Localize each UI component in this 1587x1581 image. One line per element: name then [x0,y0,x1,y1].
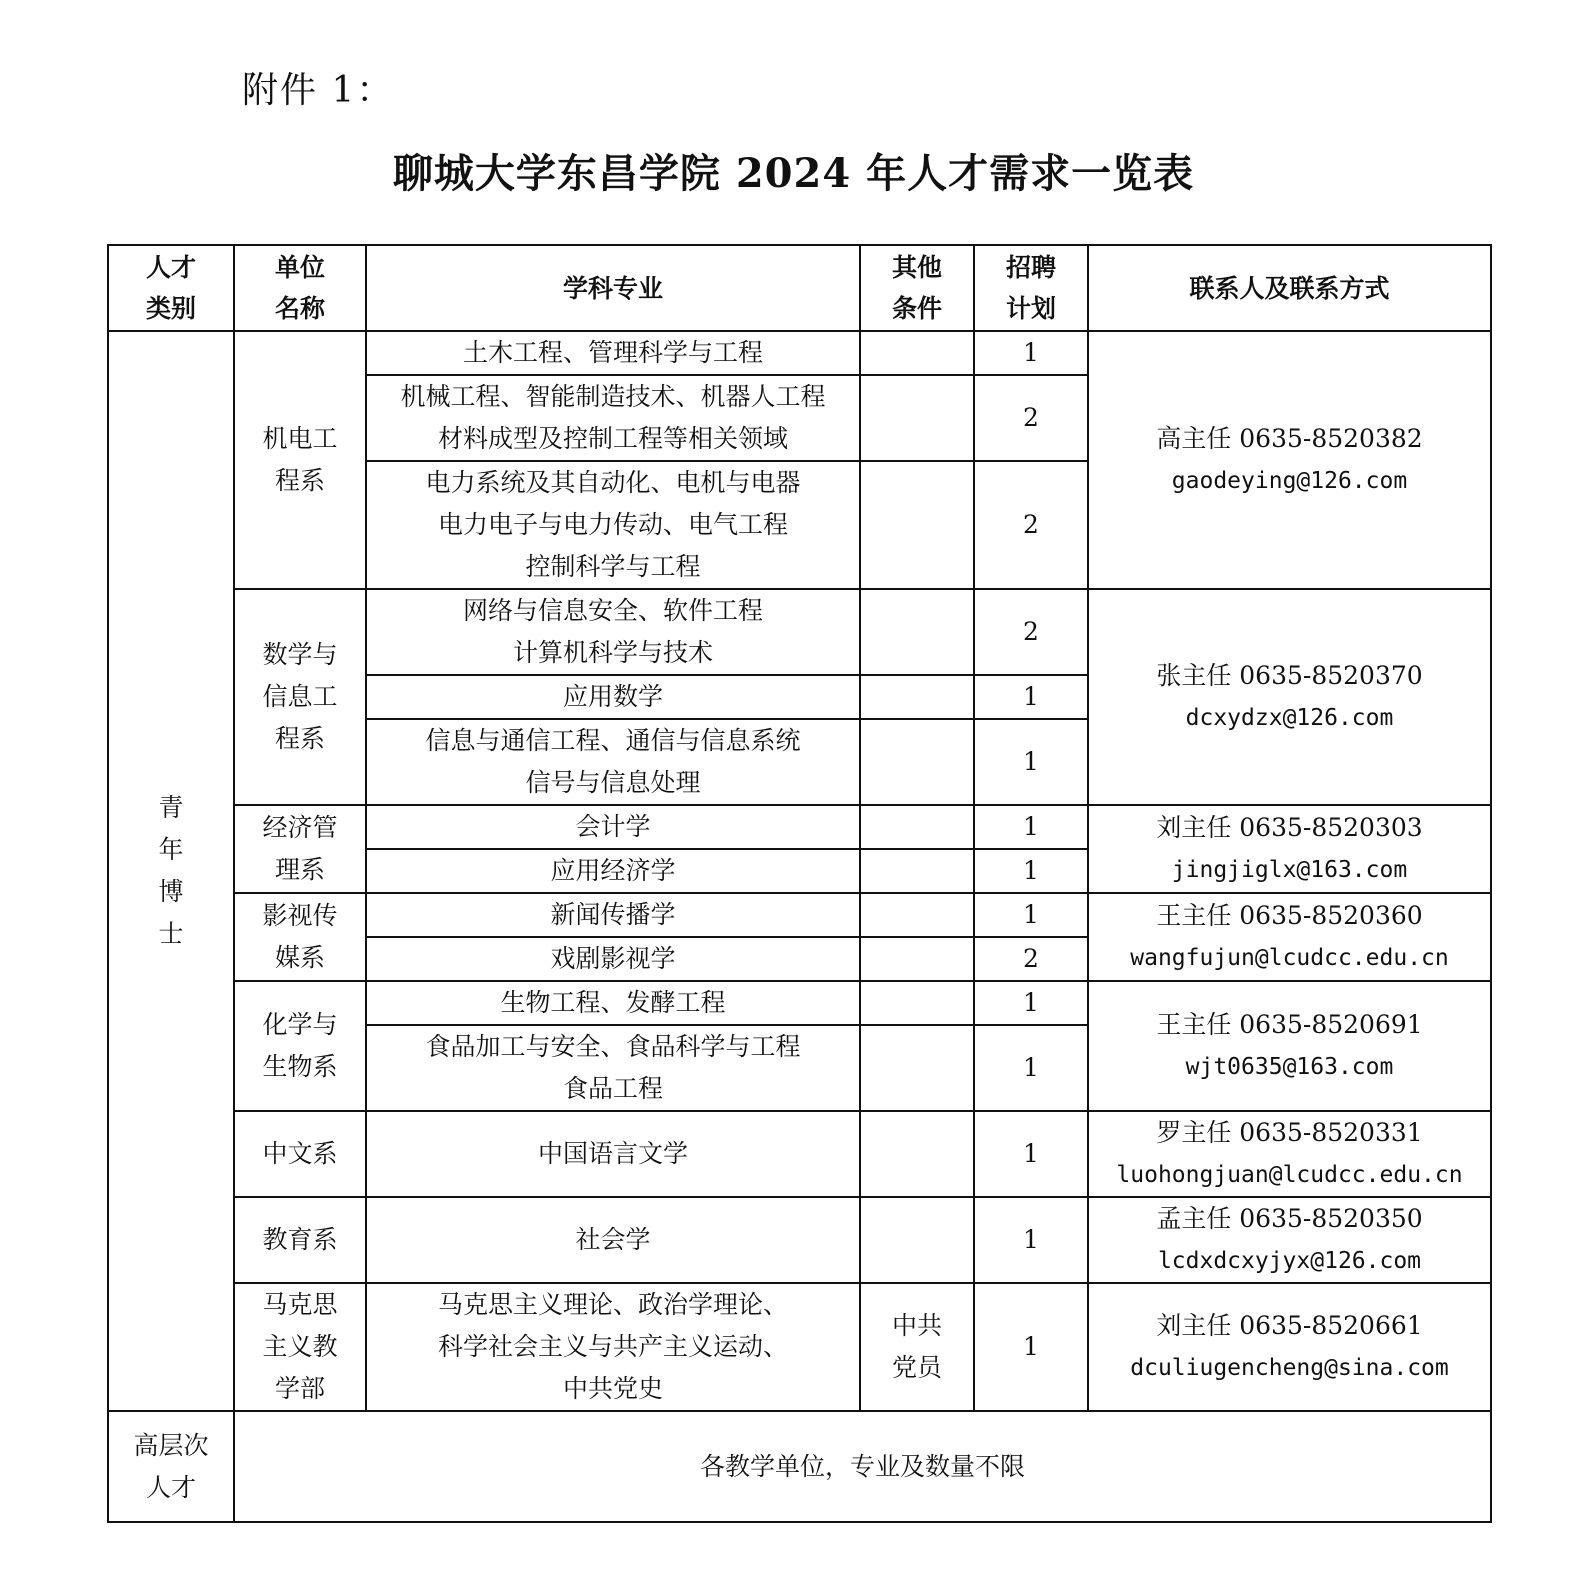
header-contact: 联系人及联系方式 [1088,245,1491,331]
other-cell [860,937,974,981]
unit-jingji: 经济管 理系 [234,805,366,893]
unit-jidian: 机电工 程系 [234,331,366,589]
unit-makesi: 马克思 主义教 学部 [234,1283,366,1411]
header-category: 人才 类别 [108,245,234,331]
contact-email: dculiugencheng@sina.com [1130,1355,1449,1381]
contact-zhongwen [1088,1111,1491,1197]
other-cell [860,805,974,849]
contact-jidian [1088,331,1491,589]
plan-cell: 1 [974,981,1088,1025]
contact-email: luohongjuan@lcudcc.edu.cn [1116,1162,1463,1188]
major-cell: 新闻传播学 [366,893,860,937]
header-plan: 招聘 计划 [974,245,1088,331]
other-cell [860,375,974,461]
plan-cell: 1 [974,849,1088,893]
contact-email: lcdxdcxyjyx@126.com [1157,1248,1422,1274]
other-cell [860,981,974,1025]
contact-person: 孟主任 0635-8520350 [1156,1204,1423,1233]
other-cell: 中共 党员 [860,1283,974,1411]
other-cell [860,461,974,589]
unit-shuxue: 数学与 信息工 程系 [234,589,366,805]
unit-jiaoyu: 教育系 [234,1197,366,1283]
other-cell [860,849,974,893]
major-cell: 戏剧影视学 [366,937,860,981]
other-cell [860,675,974,719]
plan-cell: 1 [974,719,1088,805]
plan-cell: 1 [974,1025,1088,1111]
major-cell: 机械工程、智能制造技术、机器人工程 材料成型及控制工程等相关领域 [366,375,860,461]
major-cell: 应用数学 [366,675,860,719]
header-row [108,245,1491,331]
major-cell: 应用经济学 [366,849,860,893]
plan-cell: 1 [974,1283,1088,1411]
contact-person: 刘主任 0635-8520303 [1156,813,1423,842]
major-cell: 马克思主义理论、政治学理论、 科学社会主义与共产主义运动、 中共党史 [366,1283,860,1411]
major-cell: 中国语言文学 [366,1111,860,1197]
other-cell [860,893,974,937]
other-cell [860,331,974,375]
header-major: 学科专业 [366,245,860,331]
contact-yingshi [1088,893,1491,981]
plan-cell: 1 [974,675,1088,719]
contact-person: 高主任 0635-8520382 [1156,424,1423,453]
plan-cell: 1 [974,331,1088,375]
plan-cell: 2 [974,375,1088,461]
header-other: 其他 条件 [860,245,974,331]
contact-person: 张主任 0635-8520370 [1156,661,1423,690]
major-cell: 食品加工与安全、食品科学与工程 食品工程 [366,1025,860,1111]
contact-person: 刘主任 0635-8520661 [1156,1311,1423,1340]
contact-email: jingjiglx@163.com [1171,857,1408,883]
other-cell [860,719,974,805]
other-cell [860,1111,974,1197]
table-row [108,1197,1491,1283]
plan-cell: 2 [974,589,1088,675]
major-cell: 电力系统及其自动化、电机与电器 电力电子与电力传动、电气工程 控制科学与工程 [366,461,860,589]
contact-jiaoyu [1088,1197,1491,1283]
contact-email: wangfujun@lcudcc.edu.cn [1130,945,1449,971]
plan-cell: 1 [974,1197,1088,1283]
talent-demand-table [107,244,1492,1523]
unit-zhongwen: 中文系 [234,1111,366,1197]
page-title: 聊城大学东昌学院 2024 年人才需求一览表 [392,150,1195,197]
high-level-row [108,1411,1491,1522]
table-row [108,331,1491,375]
major-cell: 网络与信息安全、软件工程 计算机科学与技术 [366,589,860,675]
contact-huaxue [1088,981,1491,1111]
unit-huaxue: 化学与 生物系 [234,981,366,1111]
contact-person: 王主任 0635-8520360 [1156,901,1423,930]
other-cell [860,1025,974,1111]
major-cell: 生物工程、发酵工程 [366,981,860,1025]
table-row [108,1111,1491,1197]
plan-cell: 2 [974,461,1088,589]
plan-cell: 2 [974,937,1088,981]
major-cell: 社会学 [366,1197,860,1283]
header-unit: 单位 名称 [234,245,366,331]
high-level-note: 各教学单位，专业及数量不限 [234,1411,1491,1522]
table-row [108,893,1491,937]
table-row [108,805,1491,849]
plan-cell: 1 [974,893,1088,937]
contact-email: dcxydzx@126.com [1185,705,1394,731]
contact-person: 王主任 0635-8520691 [1156,1010,1423,1039]
unit-yingshi: 影视传 媒系 [234,893,366,981]
contact-person: 罗主任 0635-8520331 [1156,1118,1423,1147]
plan-cell: 1 [974,805,1088,849]
contact-makesi [1088,1283,1491,1411]
major-cell: 土木工程、管理科学与工程 [366,331,860,375]
contact-jingji [1088,805,1491,893]
table-row [108,589,1491,675]
contact-shuxue [1088,589,1491,805]
table-row [108,1283,1491,1411]
attachment-label: 附件 1： [242,70,395,111]
contact-email: gaodeying@126.com [1171,468,1408,494]
contact-email: wjt0635@163.com [1185,1054,1394,1080]
category-high-level: 高层次 人才 [108,1411,234,1522]
major-cell: 会计学 [366,805,860,849]
other-cell [860,589,974,675]
major-cell: 信息与通信工程、通信与信息系统 信号与信息处理 [366,719,860,805]
other-cell [860,1197,974,1283]
table-row [108,981,1491,1025]
plan-cell: 1 [974,1111,1088,1197]
category-young-phd: 青 年 博 士 [108,331,234,1411]
